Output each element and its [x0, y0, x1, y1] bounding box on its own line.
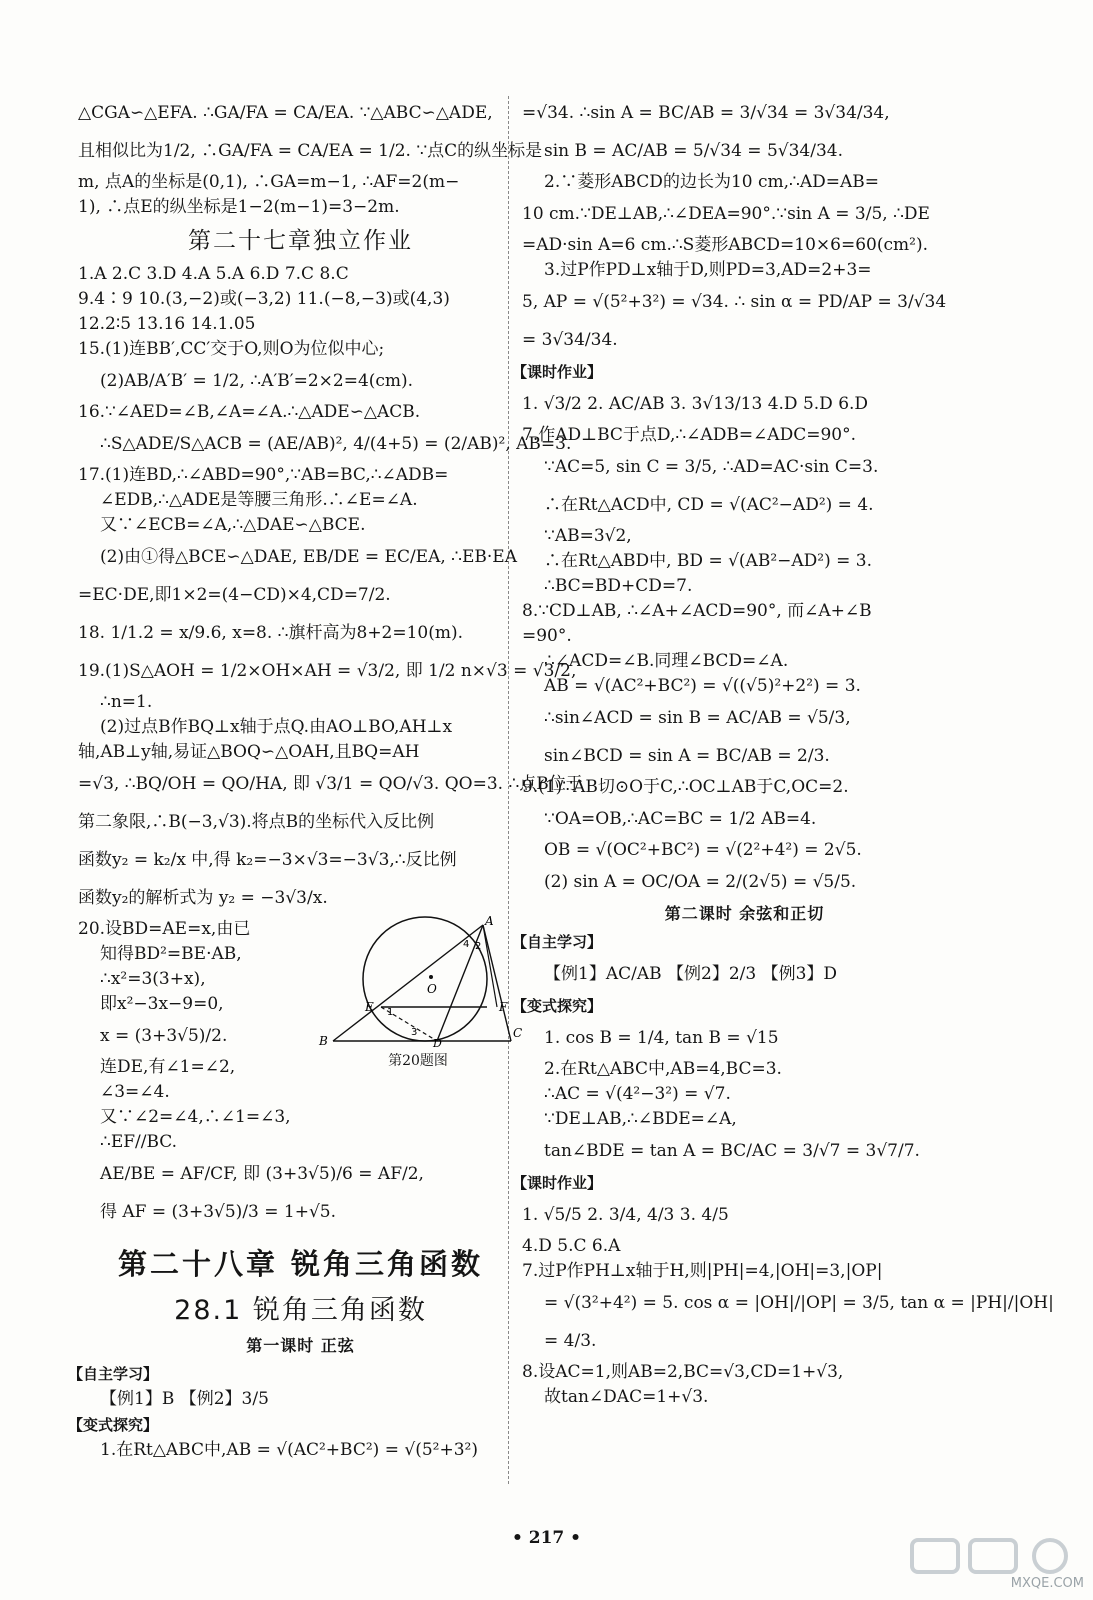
example-answers: 【例1】B 【例2】3/5 [100, 1389, 269, 1409]
answer-line: 1.A 2.C 3.D 4.A 5.A 6.D 7.C 8.C [78, 264, 349, 284]
homework-line: AB = √(AC²+BC²) = √((√5)²+2²) = 3. [544, 676, 861, 696]
angle-label-4: 4 [463, 939, 470, 950]
answer-line: 轴,AB⊥y轴,易证△BOQ∽△OAH,且BQ=AH [78, 742, 420, 762]
answer-line: 又∵∠ECB=∠A,∴△DAE∽△BCE. [100, 515, 366, 535]
label-b: B [319, 1034, 328, 1048]
homework-line: 1. √5/5 2. 3/4, 4/3 3. 4/5 [522, 1205, 729, 1225]
homework-line: ∴在Rt△ACD中, CD = √(AC²−AD²) = 4. [544, 495, 874, 515]
answer-line: ∴n=1. [100, 692, 153, 712]
text-line: 3.过P作PD⊥x轴于D,则PD=3,AD=2+3= [544, 260, 872, 280]
homework-line: ∴在Rt△ABD中, BD = √(AB²−AD²) = 3. [544, 551, 873, 571]
chapter27-title: 第二十七章独立作业 [188, 228, 413, 254]
section-28-1-title: 28.1 锐角三角函数 [174, 1295, 427, 1326]
homework-line: ∴∠ACD=∠B.同理∠BCD=∠A. [544, 651, 789, 671]
figure-caption: 第20题图 [388, 1053, 448, 1069]
homework-line: 故tan∠DAC=1+√3. [544, 1387, 709, 1407]
q20-line: 连DE,有∠1=∠2, [100, 1057, 236, 1077]
text-line: sin B = AC/AB = 5/√34 = 5√34/34. [544, 141, 843, 161]
answer-line: 函数y₂ = k₂/x 中,得 k₂=−3×√3=−3√3,∴反比例 [78, 850, 457, 870]
text-line: △CGA∽△EFA. ∴GA/FA = CA/EA. ∵△ABC∽△ADE, [78, 103, 493, 123]
q20-line: x = (3+3√5)/2. [100, 1026, 228, 1046]
label-o: O [427, 982, 437, 996]
variant-line: tan∠BDE = tan A = BC/AC = 3/√7 = 3√7/7. [544, 1141, 920, 1161]
homework-line: 7.作AD⊥BC于点D,∴∠ADB=∠ADC=90°. [522, 425, 856, 445]
homework-line: ∴BC=BD+CD=7. [544, 576, 693, 596]
answer-line: 16.∵∠AED=∠B,∠A=∠A.∴△ADE∽△ACB. [78, 402, 421, 422]
example-answers: 【例1】AC/AB 【例2】2/3 【例3】D [544, 964, 838, 984]
question-20 [78, 914, 523, 1153]
angle-label-1: 1 [387, 1007, 394, 1018]
homework-line: 8.∵CD⊥AB, ∴∠A+∠ACD=90°, 而∠A+∠B [522, 601, 872, 621]
text-line: 1.在Rt△ABC中,AB = √(AC²+BC²) = √(5²+3²) [100, 1440, 478, 1460]
tag-variant-explore: 【变式探究】 [68, 1416, 159, 1434]
lesson1-title: 第一课时 正弦 [246, 1336, 355, 1355]
circle-triangle-diagram [313, 914, 523, 1050]
text-line: 且相似比为1/2, ∴GA/FA = CA/EA = 1/2. ∵点C的纵坐标是 [78, 141, 543, 161]
variant-line: ∴AC = √(4²−3²) = √7. [544, 1084, 731, 1104]
label-e: E [365, 1000, 374, 1014]
q20-line: 得 AF = (3+3√5)/3 = 1+√5. [100, 1202, 337, 1222]
homework-line: 4.D 5.C 6.A [522, 1236, 621, 1256]
watermark-icon [908, 1536, 1084, 1576]
variant-line: ∵DE⊥AB,∴∠BDE=∠A, [544, 1109, 737, 1129]
angle-label-2: 2 [475, 941, 482, 952]
homework-line: =90°. [522, 626, 572, 646]
variant-line: 1. cos B = 1/4, tan B = √15 [544, 1028, 779, 1048]
q20-line: AE/BE = AF/CF, 即 (3+3√5)/6 = AF/2, [100, 1164, 424, 1184]
tag-variant-explore: 【变式探究】 [512, 997, 603, 1015]
homework-line: 9.(1)∵AB切⊙O于C,∴OC⊥AB于C,OC=2. [522, 777, 849, 797]
answer-line: (2)AB/A′B′ = 1/2, ∴A′B′=2×2=4(cm). [100, 371, 414, 391]
text-line: = 3√34/34. [522, 330, 618, 350]
q20-line: 知得BD²=BE·AB, [100, 944, 242, 964]
q20-line: ∠3=∠4. [100, 1082, 170, 1102]
answer-line: (2)由①得△BCE∽△DAE, EB/DE = EC/EA, ∴EB·EA [100, 547, 517, 567]
answer-line: 函数y₂的解析式为 y₂ = −3√3/x. [78, 888, 328, 908]
q20-line: 又∵∠2=∠4,∴∠1=∠3, [100, 1107, 291, 1127]
text-line: m, 点A的坐标是(0,1), ∴GA=m−1, ∴AF=2(m− [78, 172, 460, 192]
angle-label-3: 3 [411, 1027, 418, 1038]
label-f: F [499, 1000, 508, 1014]
q20-line: ∴x²=3(3+x), [100, 969, 206, 989]
homework-line: = √(3²+4²) = 5. cos α = |OH|/|OP| = 3/5, tan α = |PH|/|OH| [544, 1293, 1054, 1313]
homework-line: ∵AB=3√2, [544, 526, 632, 546]
watermark-text: MXQE.COM [1010, 1576, 1084, 1591]
homework-line: 1. √3/2 2. AC/AB 3. 3√13/13 4.D 5.D 6.D [522, 394, 869, 414]
variant-line: 2.在Rt△ABC中,AB=4,BC=3. [544, 1059, 782, 1079]
label-d: D [433, 1037, 442, 1050]
tag-self-study: 【自主学习】 [68, 1365, 159, 1383]
figure-20 [313, 914, 523, 1069]
homework-line: 7.过P作PH⊥x轴于H,则|PH|=4,|OH|=3,|OP| [522, 1261, 883, 1281]
lesson2-title: 第二课时 余弦和正切 [664, 904, 825, 923]
answer-line: 18. 1/1.2 = x/9.6, x=8. ∴旗杆高为8+2=10(m). [78, 623, 464, 643]
homework-line: OB = √(OC²+BC²) = √(2²+4²) = 2√5. [544, 840, 862, 860]
text-line: 5, AP = √(5²+3²) = √34. ∴ sin α = PD/AP = 3/√34 [522, 292, 947, 312]
tag-lesson-homework: 【课时作业】 [512, 1174, 603, 1192]
answer-line: 19.(1)S△AOH = 1/2×OH×AH = √3/2, 即 1/2 n×√3 = √3/2, [78, 661, 577, 681]
answer-line: 15.(1)连BB′,CC′交于O,则O为位似中心; [78, 339, 385, 359]
answer-line: ∠EDB,∴△ADE是等腰三角形.∴∠E=∠A. [100, 490, 418, 510]
answer-line: 9.4∶9 10.(3,−2)或(−3,2) 11.(−8,−3)或(4,3) [78, 289, 450, 309]
homework-line: ∴sin∠ACD = sin B = AC/AB = √5/3, [544, 708, 851, 728]
homework-line: ∵OA=OB,∴AC=BC = 1/2 AB=4. [544, 809, 817, 829]
answer-line: =√3, ∴BQ/OH = QO/HA, 即 √3/1 = QO/√3. QO=3. ∴点B位于 [78, 774, 583, 794]
answer-line: =EC·DE,即1×2=(4−CD)×4,CD=7/2. [78, 585, 391, 605]
text-line: =AD·sin A=6 cm.∴S菱形ABCD=10×6=60(cm²). [522, 235, 928, 255]
homework-line: = 4/3. [544, 1331, 597, 1351]
homework-line: sin∠BCD = sin A = BC/AB = 2/3. [544, 746, 830, 766]
chapter28-title: 第二十八章 锐角三角函数 [117, 1247, 484, 1281]
q20-line: 20.设BD=AE=x,由已 [78, 919, 251, 939]
tag-lesson-homework: 【课时作业】 [512, 363, 603, 381]
watermark-logo [908, 1536, 1084, 1592]
label-a: A [485, 914, 494, 928]
answer-line: 第二象限,∴B(−3,√3).将点B的坐标代入反比例 [78, 812, 435, 832]
homework-line: 8.设AC=1,则AB=2,BC=√3,CD=1+√3, [522, 1362, 844, 1382]
answer-line: ∴S△ADE/S△ACB = (AE/AB)², 4/(4+5) = (2/AB)², AB=3. [100, 434, 572, 454]
q20-line: 即x²−3x−9=0, [100, 994, 224, 1014]
text-line: 2.∵菱形ABCD的边长为10 cm,∴AD=AB= [544, 172, 880, 192]
tag-self-study: 【自主学习】 [512, 933, 603, 951]
q20-line: ∴EF//BC. [100, 1132, 178, 1152]
text-line: 10 cm.∵DE⊥AB,∴∠DEA=90°.∵sin A = 3/5, ∴DE [522, 204, 930, 224]
homework-line: (2) sin A = OC/OA = 2/(2√5) = √5/5. [544, 872, 857, 892]
text-line: 1), ∴点E的纵坐标是1−2(m−1)=3−2m. [78, 197, 400, 217]
label-c: C [513, 1026, 523, 1040]
text-line: =√34. ∴sin A = BC/AB = 3/√34 = 3√34/34, [522, 103, 890, 123]
answer-line: (2)过点B作BQ⊥x轴于点Q.由AO⊥BO,AH⊥x [100, 717, 453, 737]
right-column [512, 96, 1054, 1412]
page-number: • 217 • [511, 1528, 582, 1548]
answer-line: 17.(1)连BD,∴∠ABD=90°,∵AB=BC,∴∠ADB= [78, 465, 449, 485]
homework-line: ∵AC=5, sin C = 3/5, ∴AD=AC·sin C=3. [544, 457, 879, 477]
answer-line: 12.2∶5 13.16 14.1.05 [78, 314, 256, 334]
